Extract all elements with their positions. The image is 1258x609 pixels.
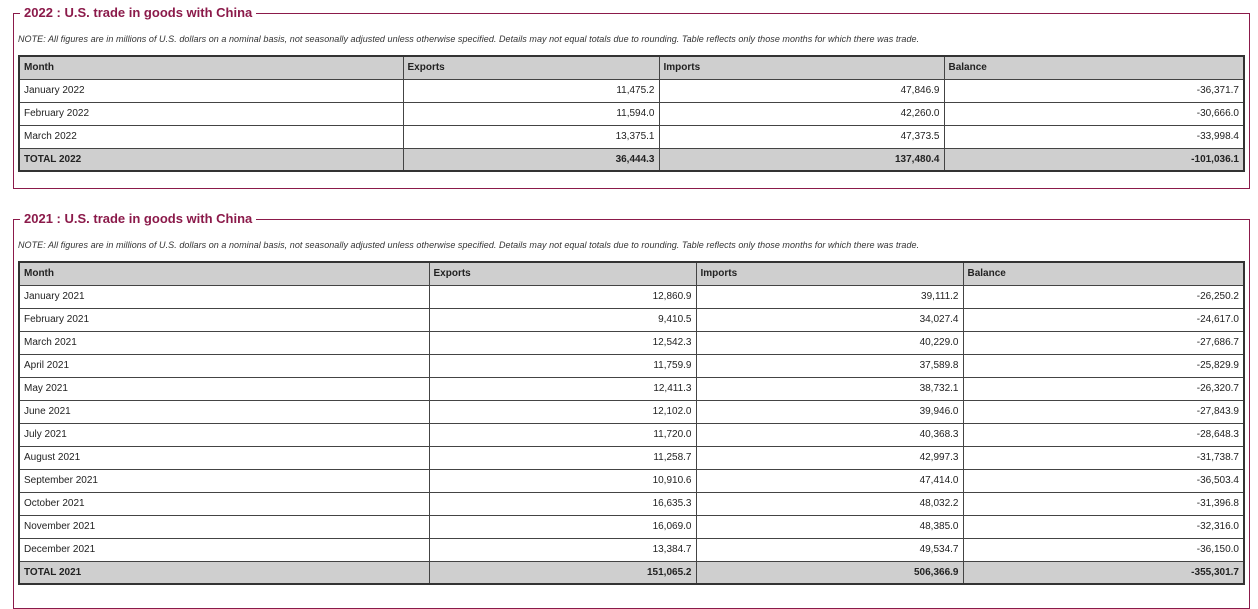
cell-balance: -28,648.3 — [963, 423, 1244, 446]
table-row — [19, 469, 1244, 492]
cell-exports: 12,102.0 — [429, 400, 696, 423]
cell-exports: 12,860.9 — [429, 285, 696, 308]
cell-month: January 2022 — [19, 79, 403, 102]
cell-balance: -27,843.9 — [963, 400, 1244, 423]
table-row — [19, 354, 1244, 377]
cell-month: June 2021 — [19, 400, 429, 423]
section-note: NOTE: All figures are in millions of U.S. dollars on a nominal basis, not seasonally adjusted unless otherwise specified. Details may not equal totals due to rounding. Table reflects only those months for which there was trade. — [18, 34, 920, 44]
total-imports: 137,480.4 — [659, 148, 944, 171]
cell-exports: 12,542.3 — [429, 331, 696, 354]
cell-imports: 37,589.8 — [696, 354, 963, 377]
cell-imports: 34,027.4 — [696, 308, 963, 331]
cell-imports: 40,368.3 — [696, 423, 963, 446]
column-header-month: Month — [19, 56, 403, 79]
section-2021 — [13, 211, 1250, 609]
cell-imports: 47,373.5 — [659, 125, 944, 148]
total-month: TOTAL 2021 — [19, 561, 429, 584]
cell-imports: 49,534.7 — [696, 538, 963, 561]
cell-balance: -25,829.9 — [963, 354, 1244, 377]
total-row — [19, 561, 1244, 584]
table-header-row — [19, 262, 1244, 285]
cell-exports: 12,411.3 — [429, 377, 696, 400]
cell-imports: 47,414.0 — [696, 469, 963, 492]
table-body — [19, 285, 1244, 584]
column-header-imports: Imports — [659, 56, 944, 79]
total-balance: -101,036.1 — [944, 148, 1244, 171]
cell-imports: 39,111.2 — [696, 285, 963, 308]
table-row — [19, 377, 1244, 400]
cell-balance: -33,998.4 — [944, 125, 1244, 148]
cell-exports: 16,069.0 — [429, 515, 696, 538]
cell-exports: 16,635.3 — [429, 492, 696, 515]
section-title: 2021 : U.S. trade in goods with China — [20, 211, 256, 227]
section-note: NOTE: All figures are in millions of U.S. dollars on a nominal basis, not seasonally adjusted unless otherwise specified. Details may not equal totals due to rounding. Table reflects only those months for which there was trade. — [18, 240, 920, 250]
cell-exports: 11,475.2 — [403, 79, 659, 102]
table-header-row — [19, 56, 1244, 79]
cell-month: January 2021 — [19, 285, 429, 308]
trade-table-2022 — [18, 55, 1245, 172]
cell-exports: 11,594.0 — [403, 102, 659, 125]
cell-balance: -36,150.0 — [963, 538, 1244, 561]
table-row — [19, 515, 1244, 538]
cell-balance: -31,738.7 — [963, 446, 1244, 469]
cell-month: April 2021 — [19, 354, 429, 377]
cell-exports: 11,759.9 — [429, 354, 696, 377]
cell-month: August 2021 — [19, 446, 429, 469]
section-2022 — [13, 5, 1250, 189]
table-row — [19, 102, 1244, 125]
table-row — [19, 538, 1244, 561]
cell-balance: -26,320.7 — [963, 377, 1244, 400]
total-imports: 506,366.9 — [696, 561, 963, 584]
table-row — [19, 423, 1244, 446]
table-row — [19, 79, 1244, 102]
cell-balance: -31,396.8 — [963, 492, 1244, 515]
column-header-balance: Balance — [963, 262, 1244, 285]
cell-month: February 2021 — [19, 308, 429, 331]
table-row — [19, 125, 1244, 148]
cell-exports: 13,375.1 — [403, 125, 659, 148]
cell-exports: 11,720.0 — [429, 423, 696, 446]
table-row — [19, 331, 1244, 354]
cell-balance: -32,316.0 — [963, 515, 1244, 538]
cell-imports: 47,846.9 — [659, 79, 944, 102]
table-body — [19, 79, 1244, 171]
cell-month: December 2021 — [19, 538, 429, 561]
cell-imports: 42,997.3 — [696, 446, 963, 469]
cell-imports: 40,229.0 — [696, 331, 963, 354]
cell-imports: 48,385.0 — [696, 515, 963, 538]
table-row — [19, 400, 1244, 423]
cell-balance: -27,686.7 — [963, 331, 1244, 354]
trade-table-2021 — [18, 261, 1245, 585]
cell-month: October 2021 — [19, 492, 429, 515]
cell-balance: -36,503.4 — [963, 469, 1244, 492]
column-header-exports: Exports — [403, 56, 659, 79]
section-title: 2022 : U.S. trade in goods with China — [20, 5, 256, 21]
cell-imports: 38,732.1 — [696, 377, 963, 400]
column-header-month: Month — [19, 262, 429, 285]
total-month: TOTAL 2022 — [19, 148, 403, 171]
cell-balance: -36,371.7 — [944, 79, 1244, 102]
cell-exports: 13,384.7 — [429, 538, 696, 561]
column-header-balance: Balance — [944, 56, 1244, 79]
cell-exports: 11,258.7 — [429, 446, 696, 469]
cell-month: February 2022 — [19, 102, 403, 125]
cell-exports: 9,410.5 — [429, 308, 696, 331]
table-row — [19, 446, 1244, 469]
cell-imports: 39,946.0 — [696, 400, 963, 423]
cell-month: July 2021 — [19, 423, 429, 446]
table-row — [19, 308, 1244, 331]
cell-month: September 2021 — [19, 469, 429, 492]
total-balance: -355,301.7 — [963, 561, 1244, 584]
cell-month: May 2021 — [19, 377, 429, 400]
cell-balance: -26,250.2 — [963, 285, 1244, 308]
table-row — [19, 285, 1244, 308]
cell-month: November 2021 — [19, 515, 429, 538]
cell-month: March 2022 — [19, 125, 403, 148]
cell-month: March 2021 — [19, 331, 429, 354]
cell-balance: -30,666.0 — [944, 102, 1244, 125]
table-row — [19, 492, 1244, 515]
total-exports: 36,444.3 — [403, 148, 659, 171]
total-row — [19, 148, 1244, 171]
column-header-imports: Imports — [696, 262, 963, 285]
column-header-exports: Exports — [429, 262, 696, 285]
cell-exports: 10,910.6 — [429, 469, 696, 492]
cell-imports: 48,032.2 — [696, 492, 963, 515]
total-exports: 151,065.2 — [429, 561, 696, 584]
cell-imports: 42,260.0 — [659, 102, 944, 125]
cell-balance: -24,617.0 — [963, 308, 1244, 331]
